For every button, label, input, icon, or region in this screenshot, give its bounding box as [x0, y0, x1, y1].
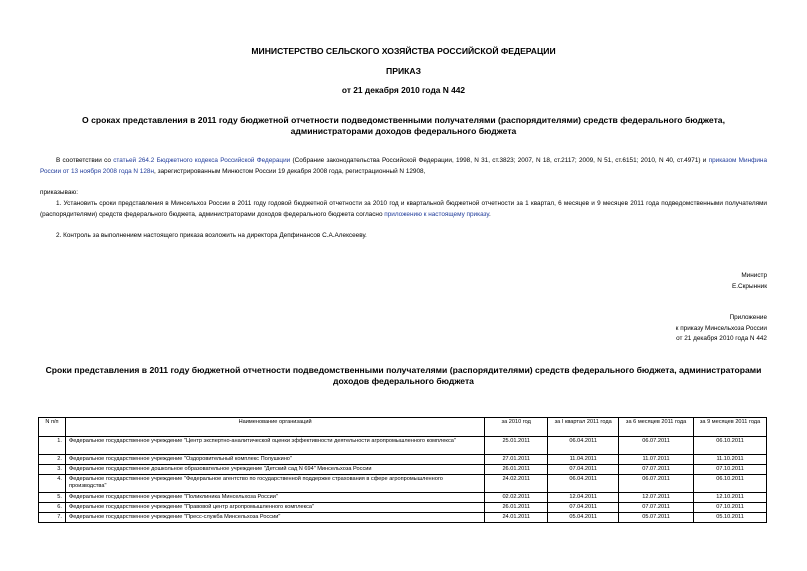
minfin-order-link[interactable]: приказом Минфина России от 13 ноября 2008 года N 128н [40, 157, 768, 175]
table-row [39, 513, 767, 523]
table-row [39, 455, 767, 465]
preamble-paragraph: В соответствии со статьей 264.2 Бюджетного кодекса Российской Федерации (Собрание законодательства Российской Федерации, 1998, N 31, ст.3823; 2007, N 18, ст.2117; 2009, N 51, ст.6151; 2010, N 40, ст.4971) и приказом Минфина России от 13 ноября 2008 года N 128н, зарегистрированным Минюстом России 19 декабря 2008 года, регистрационный N 12908, [40, 157, 768, 175]
row-number: 6. [39, 503, 66, 513]
row-number: 7. [39, 513, 66, 523]
col-header-2010: за 2010 год [485, 418, 548, 437]
deadline-6m: 07.07.2011 [619, 465, 694, 475]
document-type: ПРИКАЗ [386, 66, 421, 76]
budget-code-link[interactable]: статьей 264.2 Бюджетного кодекса Российской Федерации [113, 157, 291, 164]
col-header-number: N п/п [39, 418, 66, 437]
deadline-2010: 02.02.2011 [485, 493, 548, 503]
row-number: 5. [39, 493, 66, 503]
col-header-q1: за I квартал 2011 года [548, 418, 619, 437]
organization-name: Федеральное государственное учреждение "Федеральное агентство по государственной поддержке страхования в сфере агропромышленного производства" [65, 475, 484, 493]
table-row [39, 475, 767, 493]
deadline-2010: 24.02.2011 [485, 475, 548, 493]
signature-block [732, 271, 767, 292]
deadline-6m: 07.07.2011 [619, 503, 694, 513]
appendix-date: от 21 декабря 2010 года N 442 [676, 335, 767, 343]
deadline-9m: 07.10.2011 [694, 465, 767, 475]
signature-role: Министр [741, 272, 767, 279]
row-number: 2. [39, 455, 66, 465]
deadline-q1: 05.04.2011 [548, 513, 619, 523]
deadline-q1: 12.04.2011 [548, 493, 619, 503]
ministry-heading: МИНИСТЕРСТВО СЕЛЬСКОГО ХОЗЯЙСТВА РОССИЙСКОЙ ФЕДЕРАЦИИ [251, 46, 556, 56]
organization-name: Федеральное государственное учреждение "Пресс-служба Минсельхоза России" [65, 513, 484, 523]
organization-name: Федеральное государственное учреждение "Поликлиника Минсельхоза России" [65, 493, 484, 503]
order-title: О сроках представления в 2011 году бюджетной отчетности подведомственными получателями (распорядителями) средств федерального бюджета, администраторами доходов федерального бюджета [82, 115, 725, 136]
appendix-to-order: к приказу Минсельхоза России [675, 324, 767, 332]
signature-name: Е.Скрынник [731, 282, 767, 290]
row-number: 4. [39, 475, 66, 493]
table-row [39, 437, 767, 455]
deadline-2010: 27.01.2011 [485, 455, 548, 465]
col-header-organization: Наименование организаций [65, 418, 484, 437]
col-header-9m: за 9 месяцев 2011 года [694, 418, 767, 437]
table-header-row [39, 418, 767, 437]
appendix-link[interactable]: приложению к настоящему приказу [384, 210, 489, 218]
deadline-q1: 06.04.2011 [548, 475, 619, 493]
deadline-2010: 25.01.2011 [485, 437, 548, 455]
deadlines-table [38, 417, 767, 523]
order-verb: приказываю: [40, 189, 78, 196]
appendix-title: Сроки представления в 2011 году бюджетной отчетности подведомственными получателями (распорядителями) средств федерального бюджета, администраторами доходов федерального бюджета [45, 365, 762, 386]
organization-name: Федеральное государственное учреждение "Правовой центр агропромышленного комплекса" [65, 503, 484, 513]
organization-name: Федеральное государственное дошкольное образовательное учреждение "Детский сад N 694" Минсельхоза России [65, 465, 484, 475]
deadline-9m: 11.10.2011 [694, 455, 767, 465]
deadline-6m: 06.07.2011 [619, 437, 694, 455]
table-row [39, 465, 767, 475]
appendix-header [676, 313, 767, 345]
deadline-q1: 07.04.2011 [548, 465, 619, 475]
deadline-9m: 06.10.2011 [694, 475, 767, 493]
deadline-9m: 12.10.2011 [694, 493, 767, 503]
row-number: 1. [39, 437, 66, 455]
deadline-6m: 05.07.2011 [619, 513, 694, 523]
table-row [39, 503, 767, 513]
deadline-q1: 06.04.2011 [548, 437, 619, 455]
deadline-9m: 06.10.2011 [694, 437, 767, 455]
deadline-6m: 12.07.2011 [619, 493, 694, 503]
deadline-6m: 11.07.2011 [619, 455, 694, 465]
deadline-2010: 26.01.2011 [485, 465, 548, 475]
deadline-9m: 05.10.2011 [694, 513, 767, 523]
table-row [39, 493, 767, 503]
col-header-6m: за 6 месяцев 2011 года [619, 418, 694, 437]
appendix-label: Приложение [729, 314, 767, 321]
deadline-q1: 07.04.2011 [548, 503, 619, 513]
clause-1: 1. Установить сроки представления в Минсельхоз России в 2011 году годовой бюджетной отчетности за 2010 год и квартальной бюджетной отчетности за 1 квартал, 6 месяцев и 9 месяцев 2011 года подведомственными получателями (распорядителями) средств федерального бюджета, администраторами доходов федерального бюджета согласно приложению к настоящему приказу. [40, 200, 767, 218]
deadline-9m: 07.10.2011 [694, 503, 767, 513]
row-number: 3. [39, 465, 66, 475]
deadline-q1: 11.04.2011 [548, 455, 619, 465]
deadline-2010: 24.01.2011 [485, 513, 548, 523]
clause-2: 2. Контроль за выполнением настоящего приказа возложить на директора Депфинансов С.А.Алексееву. [56, 232, 367, 239]
deadline-2010: 26.01.2011 [485, 503, 548, 513]
order-date: от 21 декабря 2010 года N 442 [341, 85, 466, 95]
deadline-6m: 06.07.2011 [619, 475, 694, 493]
organization-name: Федеральное государственное учреждение "Оздоровительный комплекс Полушкино" [65, 455, 484, 465]
organization-name: Федеральное государственное учреждение "Центр экспертно-аналитической оценки эффективности деятельности агропромышленного комплекса" [65, 437, 484, 455]
